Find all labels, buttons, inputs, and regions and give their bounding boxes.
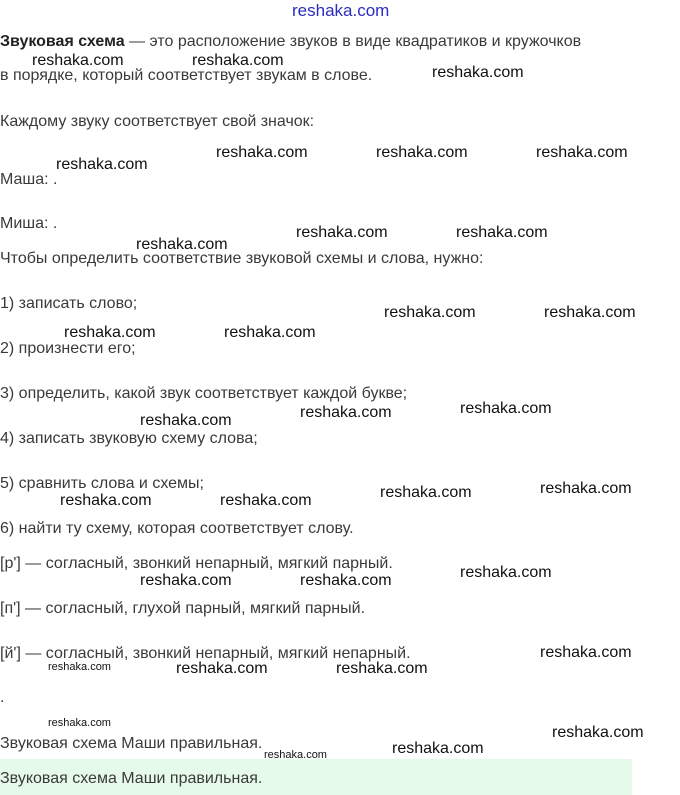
watermark: reshaka.com <box>48 661 111 673</box>
sound-sign-text: Каждому звуку соответствует свой значок: <box>0 113 315 130</box>
watermark: reshaka.com <box>300 404 392 421</box>
watermark: reshaka.com <box>300 572 392 589</box>
steps-intro: Чтобы определить соответствие звуковой схемы и слова, нужно: <box>0 250 484 267</box>
watermark: reshaka.com <box>460 564 552 581</box>
watermark: reshaka.com <box>540 644 632 661</box>
watermark: reshaka.com <box>216 144 308 161</box>
watermark: reshaka.com <box>224 324 316 341</box>
intro-line-2: в порядке, который соответствует звукам в слове. <box>0 67 373 84</box>
step-item: 1) записать слово; <box>0 295 138 312</box>
watermark: reshaka.com <box>392 740 484 757</box>
watermark: reshaka.com <box>64 324 156 341</box>
watermark: reshaka.com <box>460 400 552 417</box>
watermark: reshaka.com <box>540 480 632 497</box>
watermark: reshaka.com <box>136 236 228 253</box>
watermark: reshaka.com <box>536 144 628 161</box>
sound-description: [й'] — согласный, звонкий непарный, мягкий непарный. <box>0 645 411 662</box>
watermark: reshaka.com <box>192 52 284 69</box>
dot-line: . <box>0 689 5 706</box>
watermark: reshaka.com <box>56 156 148 173</box>
watermark: reshaka.com <box>296 224 388 241</box>
watermark: reshaka.com <box>456 224 548 241</box>
watermark: reshaka.com <box>264 749 327 761</box>
watermark: reshaka.com <box>376 144 468 161</box>
answer-box <box>0 759 632 795</box>
step-item: 4) записать звуковую схему слова; <box>0 430 258 447</box>
watermark: reshaka.com <box>544 304 636 321</box>
watermark: reshaka.com <box>48 717 111 729</box>
sound-description: [р'] — согласный, звонкий непарный, мягкий парный. <box>0 555 393 572</box>
watermark: reshaka.com <box>432 64 524 81</box>
step-item: 3) определить, какой звук соответствует каждой букве; <box>0 385 408 402</box>
step-item: 6) найти ту схему, которая соответствует слову. <box>0 520 354 537</box>
watermark: reshaka.com <box>32 52 124 69</box>
watermark: reshaka.com <box>552 724 644 741</box>
watermark: reshaka.com <box>220 492 312 509</box>
watermark: reshaka.com <box>384 304 476 321</box>
intro-line-1 <box>0 32 581 52</box>
step-item: 5) сравнить слова и схемы; <box>0 475 204 492</box>
watermark: reshaka.com <box>336 660 428 677</box>
term-bold: Звуковая схема <box>0 33 125 50</box>
watermark: reshaka.com <box>60 492 152 509</box>
watermark: reshaka.com <box>140 412 232 429</box>
step-item: 2) произнести его; <box>0 340 136 357</box>
watermark: reshaka.com <box>140 572 232 589</box>
masha-scheme-label: Маша: . <box>0 171 58 188</box>
answer-text: Звуковая схема Маши правильная. <box>0 770 263 787</box>
sound-description: [п'] — согласный, глухой парный, мягкий парный. <box>0 600 366 617</box>
watermark: reshaka.com <box>380 484 472 501</box>
conclusion-text: Звуковая схема Маши правильная. <box>0 735 263 752</box>
site-logo[interactable]: reshaka.com <box>292 1 390 20</box>
watermark: reshaka.com <box>176 660 268 677</box>
misha-scheme-label: Миша: . <box>0 215 58 232</box>
intro-rest: — это расположение звуков в виде квадратиков и кружочков <box>124 33 582 50</box>
